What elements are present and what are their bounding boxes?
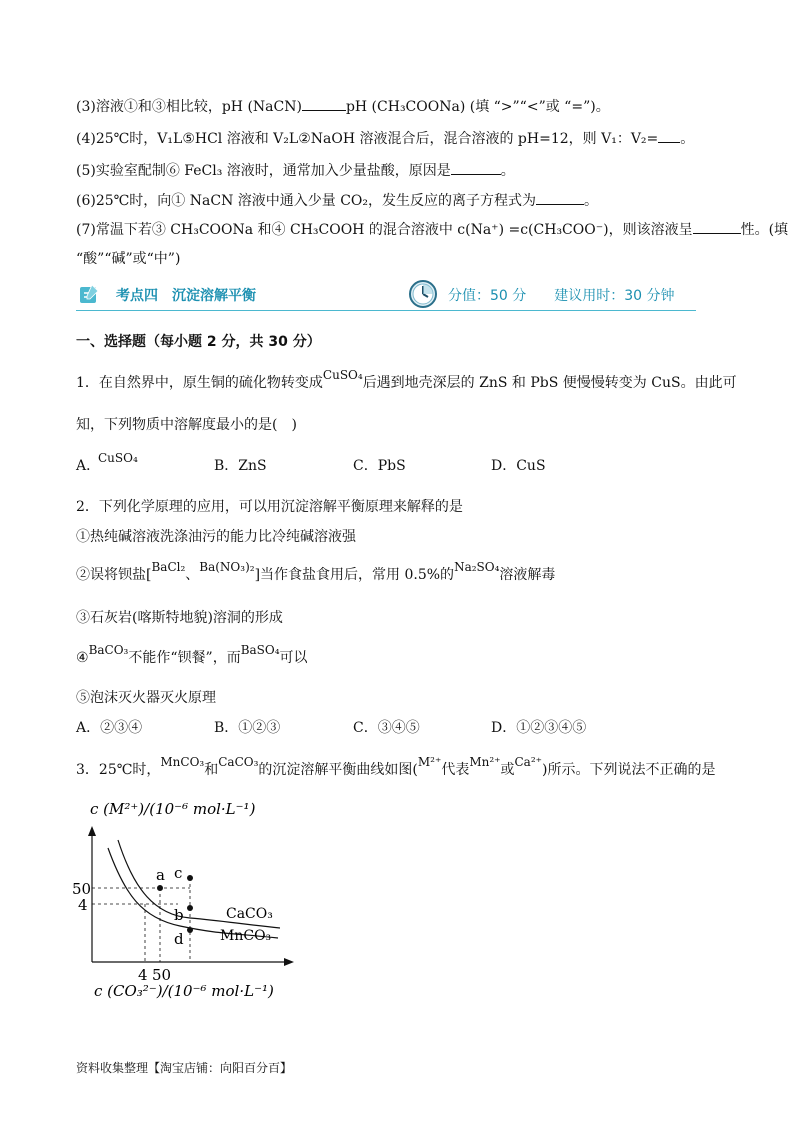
question-7 (76, 219, 788, 240)
p3-text-c: 的沉淀溶解平衡曲线如图( (258, 762, 418, 778)
answer-blank (658, 128, 680, 143)
topic-title: 考点四 沉淀溶解平衡 (116, 288, 256, 304)
label-d: d (174, 930, 184, 948)
y-axis-arrow (88, 826, 96, 836)
p3-text-d: 代表 (441, 762, 470, 778)
solubility-chart (70, 790, 310, 1000)
q5-end: 。 (500, 163, 515, 179)
q3-text: (3)溶液①和③相比较，pH (NaCN) (76, 99, 302, 115)
y-tick-50: 50 (72, 880, 92, 898)
point-c (187, 875, 193, 881)
label-a: a (156, 866, 165, 884)
question-5 (76, 160, 515, 181)
p2-2-text-a: ②误将钡盐[ (76, 567, 152, 583)
series-label-caco3: CaCO₃ (226, 906, 273, 922)
p2-2-sep: 、 (185, 567, 200, 583)
problem-2: 2．下列化学原理的应用，可以用沉淀溶解平衡原理来解释的是 (76, 499, 463, 515)
chem-caco3: CaCO₃ (218, 755, 259, 769)
answer-blank (451, 160, 501, 175)
question-7-cont: “酸”“碱”或“中”) (76, 251, 181, 267)
y-tick-4: 4 (78, 896, 88, 914)
question-6 (76, 190, 598, 211)
question-4 (76, 128, 694, 149)
problem-2-item-4 (76, 643, 308, 668)
p3-text-e: 或 (500, 762, 515, 778)
option-a-label: A． (76, 458, 101, 474)
option-a: A．②③④ (76, 720, 143, 736)
q7-text: (7)常温下若③ CH₃COONa 和④ CH₃COOH 的混合溶液中 c(Na⁺) =c(CH₃COO⁻)，则该溶液呈 (76, 222, 693, 238)
answer-blank (302, 96, 346, 111)
chem-ca2plus: Ca²⁺ (514, 755, 542, 769)
q6-end: 。 (584, 193, 599, 209)
p2-4-text-a: ④ (76, 650, 89, 666)
point-b (187, 905, 193, 911)
option-d: D．CuS (491, 458, 546, 474)
option-c: C．③④⑤ (353, 720, 420, 736)
question-3 (76, 96, 610, 117)
chem-mn2plus: Mn²⁺ (469, 755, 501, 769)
series-label-mnco3: MnCO₃ (220, 928, 272, 944)
chem-m2plus: M²⁺ (417, 755, 442, 769)
option-d: D．①②③④⑤ (491, 720, 587, 736)
problem-2-item-3: ③石灰岩(喀斯特地貌)溶洞的形成 (76, 610, 283, 626)
problem-2-item-1: ①热纯碱溶液洗涤油污的能力比冷纯碱溶液强 (76, 529, 356, 545)
chem-baso4: BaSO₄ (240, 643, 280, 657)
header-divider (76, 310, 696, 311)
answer-blank (693, 219, 741, 234)
section-title: 一、选择题（每小题 2 分，共 30 分） (76, 334, 321, 350)
notebook-icon (78, 283, 100, 305)
x-tick-4: 4 (138, 966, 148, 984)
problem-1-line-1 (76, 368, 737, 393)
problem-1-line-2: 知，下列物质中溶解度最小的是( ) (76, 417, 297, 433)
chem-bano3: Ba(NO₃)₂ (199, 560, 255, 574)
chem-bacl2: BaCl₂ (151, 560, 186, 574)
p3-text-f: )所示。下列说法不正确的是 (541, 762, 716, 778)
x-axis-arrow (284, 958, 294, 966)
q3-text-b: pH (CH₃COONa) (填 “>”“<”或 “=”)。 (345, 99, 610, 115)
label-c: c (174, 864, 183, 882)
p2-4-text-c: 可以 (279, 650, 308, 666)
clock-icon (408, 279, 438, 309)
p2-2-text-b: ]当作食盐食用后，常用 0.5%的 (254, 567, 455, 583)
problem-2-item-2 (76, 560, 556, 585)
q6-text: (6)25℃时，向① NaCN 溶液中通入少量 CO₂，发生反应的离子方程式为 (76, 193, 537, 209)
option-c: C．PbS (353, 458, 406, 474)
p1-text-b: 后遇到地壳深层的 ZnS 和 PbS 便慢慢转变为 CuS。由此可 (362, 375, 737, 391)
label-b: b (174, 906, 184, 924)
problem-3 (76, 755, 716, 780)
option-b: B．①②③ (214, 720, 281, 736)
option-a-chem: CuSO₄ (98, 451, 138, 465)
p1-text-a: 1．在自然界中，原生铜的硫化物转变成 (76, 375, 323, 391)
chem-na2so4: Na₂SO₄ (454, 560, 500, 574)
footer-source: 资料收集整理【淘宝店铺：向阳百分百】 (76, 1061, 293, 1075)
topic-header (76, 279, 696, 311)
x-axis-label: c (CO₃²⁻)/(10⁻⁶ mol·L⁻¹) (94, 982, 274, 1000)
point-d (187, 927, 193, 933)
chem-cuso4: CuSO₄ (322, 368, 363, 382)
score-and-time: 分值：50 分 建议用时：30 分钟 (448, 288, 675, 304)
q4-end: 。 (680, 131, 695, 147)
p2-2-text-c: 溶液解毒 (499, 567, 556, 583)
answer-blank (536, 190, 584, 205)
problem-2-item-5: ⑤泡沫灭火器灭火原理 (76, 690, 216, 706)
y-axis-label: c (M²⁺)/(10⁻⁶ mol·L⁻¹) (90, 800, 256, 818)
q4-text: (4)25℃时，V₁L⑤HCl 溶液和 V₂L②NaOH 溶液混合后，混合溶液的 pH=12，则 V₁：V₂= (76, 131, 659, 147)
q5-text: (5)实验室配制⑥ FeCl₃ 溶液时，通常加入少量盐酸，原因是 (76, 163, 451, 179)
option-b: B．ZnS (214, 458, 267, 474)
p2-4-text-b: 不能作“钡餐”，而 (128, 650, 241, 666)
p3-text-a: 3．25℃时， (76, 762, 161, 778)
q7-end: 性。(填 (740, 222, 789, 238)
x-tick-50: 50 (152, 966, 172, 984)
chem-mnco3: MnCO₃ (160, 755, 205, 769)
chem-baco3: BaCO₃ (88, 643, 129, 657)
point-a (157, 885, 163, 891)
p3-text-b: 和 (204, 762, 219, 778)
